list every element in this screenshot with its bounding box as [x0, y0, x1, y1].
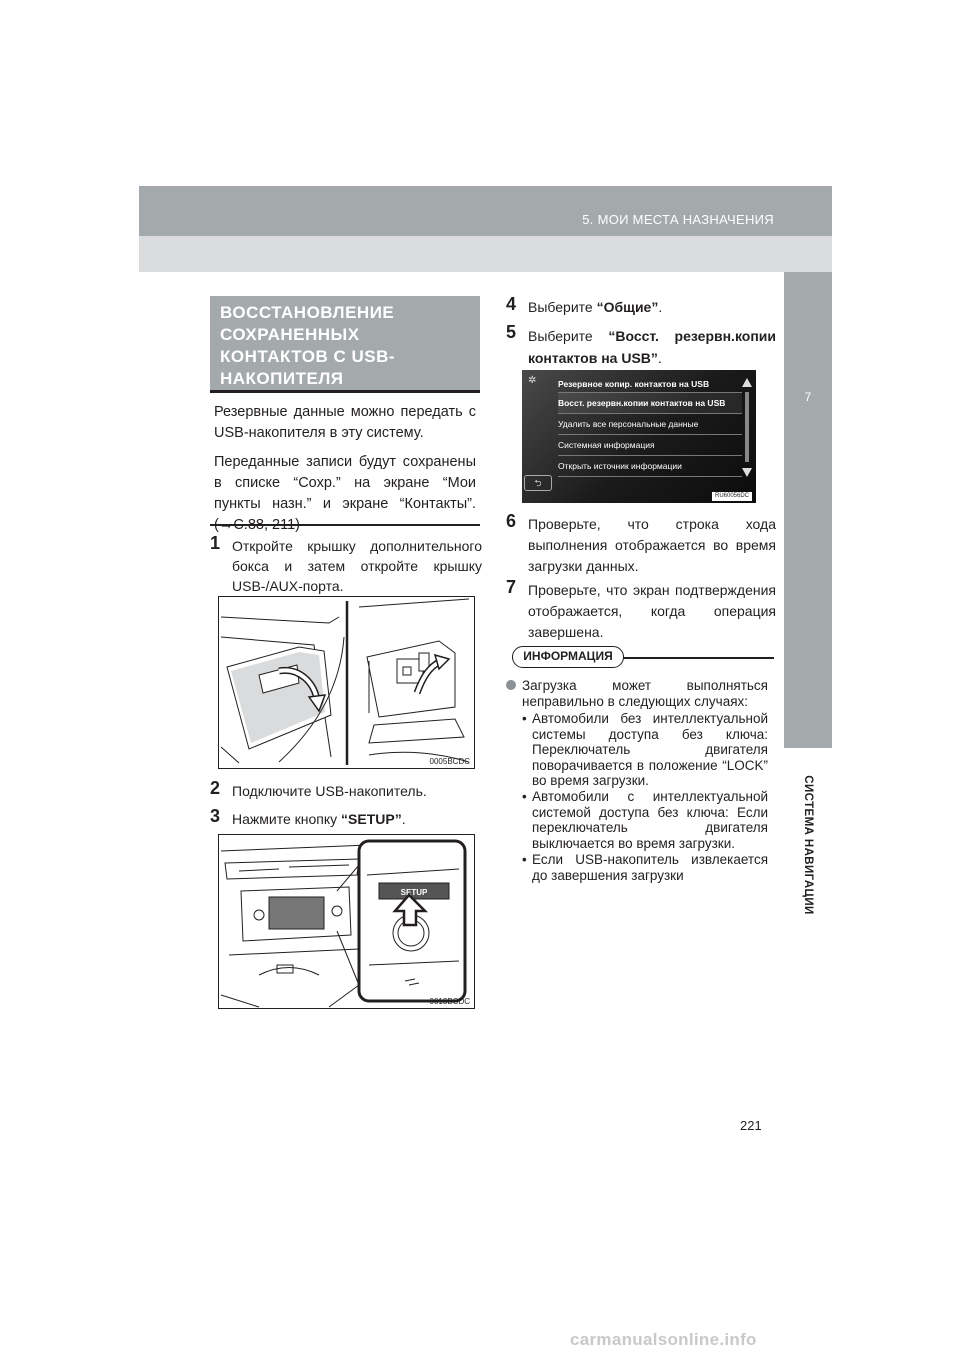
- step-text: Проверьте, что экран подтверждения отображается, когда операция завершена.: [528, 582, 776, 640]
- screen-menu-item[interactable]: Восст. резервн.копии контактов на USB: [558, 393, 742, 414]
- intro-paragraph: Резервные данные можно передать с USB-накопителя в эту систему.: [214, 404, 476, 441]
- info-label: ИНФОРМАЦИЯ: [512, 646, 624, 668]
- step-text: Проверьте, что строка хода выполнения отображается во время загрузки данных.: [528, 516, 776, 574]
- back-icon[interactable]: ⮌: [524, 475, 552, 491]
- header-bar: [139, 186, 832, 236]
- step-text-bold: “Восст. резервн.копии контактов на USB”: [528, 328, 776, 366]
- screen-image: [522, 370, 756, 503]
- side-tab-number: 7: [804, 390, 812, 404]
- info-lead: [506, 678, 768, 709]
- info-item: [522, 852, 768, 883]
- step-6: [506, 511, 776, 577]
- side-tab-label-wrap: [784, 760, 832, 930]
- step-text: [528, 325, 776, 369]
- bullet-icon: [506, 680, 516, 690]
- step-text-part: .: [401, 811, 406, 827]
- step-text-bold: “SETUP”: [341, 811, 402, 827]
- chapter-title: 5. МОИ МЕСТА НАЗНАЧЕНИЯ: [582, 212, 774, 227]
- screen-menu-item[interactable]: Резервное копир. контактов на USB: [558, 372, 742, 393]
- figure-code: 0005BCDC: [429, 757, 470, 766]
- section-title-line: КОНТАКТОВ С USB-: [220, 347, 396, 366]
- figure-code: 0013BCDC: [429, 997, 470, 1006]
- watermark: carmanualsonline.info: [570, 1330, 757, 1349]
- step-text: [232, 809, 482, 829]
- info-item-text: Если USB-накопитель извлекается до завершения загрузки: [532, 852, 768, 883]
- step-number: 7: [506, 577, 517, 597]
- setup-label: SETUP: [400, 888, 428, 897]
- dashboard-illustration: [219, 835, 474, 1008]
- step-number: 5: [506, 322, 517, 342]
- step-7: [506, 577, 776, 643]
- info-lead-text: Загрузка может выполняться неправильно в следующих случаях:: [522, 678, 768, 709]
- step-text-bold: “Общие”: [596, 299, 659, 315]
- figure-console-box: [218, 596, 475, 769]
- section-rule: [210, 390, 480, 393]
- step-text-part: Нажмите кнопку: [232, 811, 342, 827]
- side-tab-label: СИСТЕМА НАВИГАЦИИ: [802, 775, 814, 915]
- step-text-part: .: [657, 350, 662, 366]
- step-3: [210, 806, 482, 829]
- section-title-line: ВОССТАНОВЛЕНИЕ: [220, 303, 395, 322]
- step-text: Откройте крышку дополнительного бокса и затем откройте крышку USB-/AUX-порта.: [232, 538, 482, 594]
- step-1: [210, 533, 482, 596]
- step-text-part: Выберите: [528, 299, 597, 315]
- screen-code: RU60056DC: [712, 492, 752, 501]
- step-5: [506, 322, 776, 369]
- step-number: 6: [506, 511, 517, 531]
- screen-menu-item[interactable]: Открыть источник информации: [558, 456, 742, 477]
- dot-icon: •: [522, 852, 527, 867]
- info-item-text: Автомобили без интеллектуальной системы доступа без ключа: Переключатель двигателя поворачивается в положение “LOCK” во время загрузки.: [532, 711, 768, 788]
- step-text-part: .: [658, 299, 663, 315]
- page-number: 221: [740, 1118, 762, 1133]
- intro-paragraph: Переданные записи будут сохранены в списке “Сохр.” на экране “Мои пункты назн.” и экране “Контакты”. (→С.88, 211): [214, 454, 476, 533]
- header-subbar: [139, 236, 832, 272]
- info-item: [522, 711, 768, 789]
- side-tab: [784, 272, 832, 748]
- step-2: [210, 778, 482, 801]
- info-item: [522, 789, 768, 851]
- step-4: [506, 294, 776, 317]
- section-title-line: СОХРАНЕННЫХ: [220, 325, 360, 344]
- step-text-part: Выберите: [528, 328, 609, 344]
- step-number: 2: [210, 778, 221, 798]
- scrollbar[interactable]: [745, 392, 749, 462]
- dot-icon: •: [522, 711, 527, 726]
- step-text: [528, 297, 776, 317]
- section-heading: [210, 296, 480, 390]
- section-title-line: НАКОПИТЕЛЯ: [220, 369, 344, 388]
- section-intro: [210, 402, 480, 533]
- figure-setup-button: [218, 834, 475, 1009]
- step-number: 1: [210, 533, 221, 553]
- dot-icon: •: [522, 789, 527, 804]
- step-number: 3: [210, 806, 221, 826]
- screen-menu-item[interactable]: Удалить все персональные данные: [558, 414, 742, 435]
- screen-menu-item[interactable]: Системная информация: [558, 435, 742, 456]
- console-illustration: [219, 597, 474, 768]
- scroll-down-icon[interactable]: [742, 468, 752, 477]
- step-number: 4: [506, 294, 517, 314]
- settings-icon: ✲: [528, 375, 537, 386]
- scroll-up-icon[interactable]: [742, 378, 752, 387]
- screen-menu: [558, 372, 742, 488]
- step-text: Подключите USB-накопитель.: [232, 783, 427, 799]
- info-item-text: Автомобили с интеллектуальной системой доступа без ключа: Если переключатель двигателя выключается во время загрузки.: [532, 789, 768, 851]
